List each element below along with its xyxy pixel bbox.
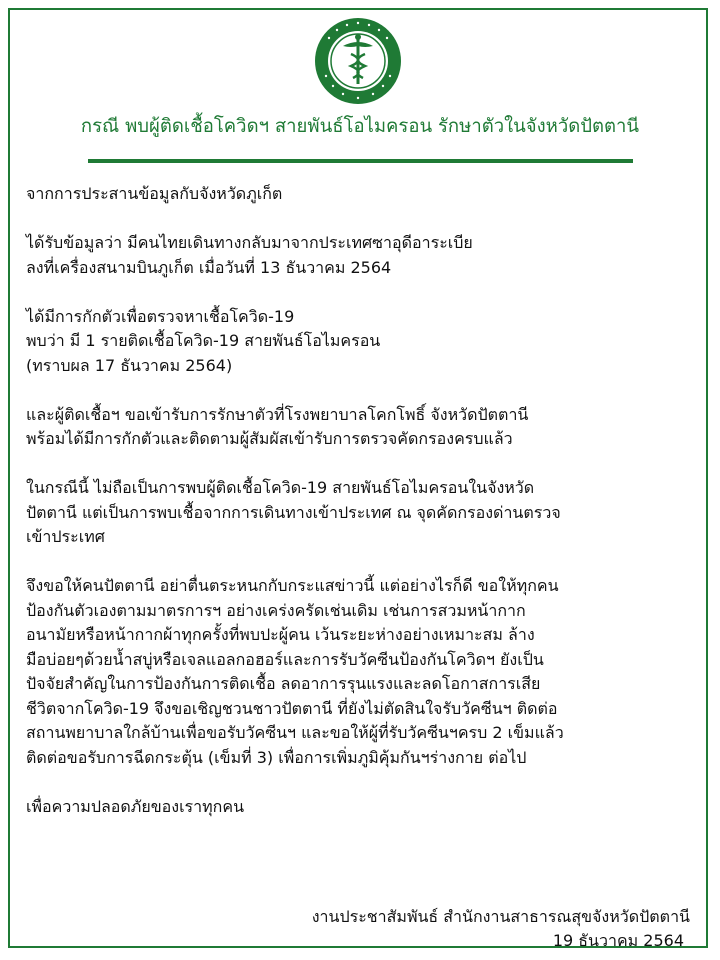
text-line: พบว่า มี 1 รายติดเชื้อโควิด-19 สายพันธ์โอไมครอน (26, 331, 381, 350)
text-line: มือบ่อยๆด้วยน้ำสบู่หรือเจลแอลกอฮอร์และการรับวัคซีนป้องกันโควิดฯ ยังเป็น (26, 649, 544, 669)
text-line: ติดต่อขอรับการฉีดกระตุ้น (เข็มที่ 3) เพื่อการเพิ่มภูมิคุ้มกันฯร่างกาย ต่อไป (26, 747, 527, 767)
paragraph-source (26, 182, 700, 207)
paragraph-advice (26, 574, 700, 770)
text-line: (ทราบผล 17 ธันวาคม 2564) (26, 355, 233, 375)
text-line: ได้มีการกักตัวเพื่อตรวจหาเชื้อโควิด-19 (26, 306, 295, 326)
text-line: ชีวิตจากโควิด-19 จึงขอเชิญชวนชาวปัตตานี ที่ยังไม่ตัดสินใจรับวัคซีนฯ ติดต่อ (26, 698, 558, 718)
text-line: ปัจจัยสำคัญในการป้องกันการติดเชื้อ ลดอาการรุนแรงและลดโอกาสการเสีย (26, 674, 541, 693)
signature-block (312, 905, 690, 953)
ministry-of-public-health-seal-icon (313, 16, 403, 106)
text-line: จึงขอให้คนปัตตานี อย่าตื่นตระหนกกับกระแสข่าวนี้ แต่อย่างไรก็ดี ขอให้ทุกคน (26, 576, 559, 595)
signature-date: 19 ธันวาคม 2564 (552, 931, 684, 950)
text-line: สถานพยาบาลใกล้บ้านเพื่อขอรับวัคซีนฯ และขอให้ผู้ที่รับวัคซีนฯครบ 2 เข็มแล้ว (26, 723, 564, 742)
signature-organization: งานประชาสัมพันธ์ สำนักงานสาธารณสุขจังหวัดปัตตานี (311, 907, 690, 926)
text-line: อนามัยหรือหน้ากากผ้าทุกครั้งที่พบปะผู้คน เว้นระยะห่างอย่างเหมาะสม ล้าง (26, 625, 535, 644)
text-line: จากการประสานข้อมูลกับจังหวัดภูเก็ต (26, 184, 283, 203)
text-line: ได้รับข้อมูลว่า มีคนไทยเดินทางกลับมาจากประเทศซาอุดีอาระเบีย (26, 233, 473, 252)
paragraph-treatment (26, 403, 700, 452)
title-divider (88, 159, 633, 163)
paragraph-closing (26, 795, 700, 820)
text-line: ในกรณีนี้ ไม่ถือเป็นการพบผู้ติดเชื้อโควิด-19 สายพันธ์โอไมครอนในจังหวัด (26, 478, 535, 497)
text-line: ลงที่เครื่องสนามบินภูเก็ต เมื่อวันที่ 13 ธันวาคม 2564 (26, 257, 392, 277)
text-line: เข้าประเทศ (26, 527, 105, 546)
paragraph-traveler (26, 231, 700, 280)
announcement-body (26, 182, 700, 844)
paragraph-clarification (26, 476, 700, 550)
text-line: ปัตตานี แต่เป็นการพบเชื้อจากการเดินทางเข้าประเทศ ณ จุดคัดกรองด่านตรวจ (26, 502, 561, 522)
text-line: ป้องกันตัวเองตามมาตรการฯ อย่างเคร่งครัดเช่นเดิม เช่นการสวมหน้ากาก (26, 600, 526, 620)
page-title: กรณี พบผู้ติดเชื้อโควิดฯ สายพันธ์โอไมครอน รักษาตัวในจังหวัดปัตตานี (80, 116, 640, 137)
text-line: และผู้ติดเชื้อฯ ขอเข้ารับการรักษาตัวที่โรงพยาบาลโคกโพธิ์ จังหวัดปัตตานี (26, 404, 529, 424)
text-line: เพื่อความปลอดภัยของเราทุกคน (26, 796, 245, 816)
text-line: พร้อมได้มีการกักตัวและติดตามผู้สัมผัสเข้ารับการตรวจคัดกรองครบแล้ว (26, 429, 513, 448)
paragraph-quarantine (26, 305, 700, 379)
